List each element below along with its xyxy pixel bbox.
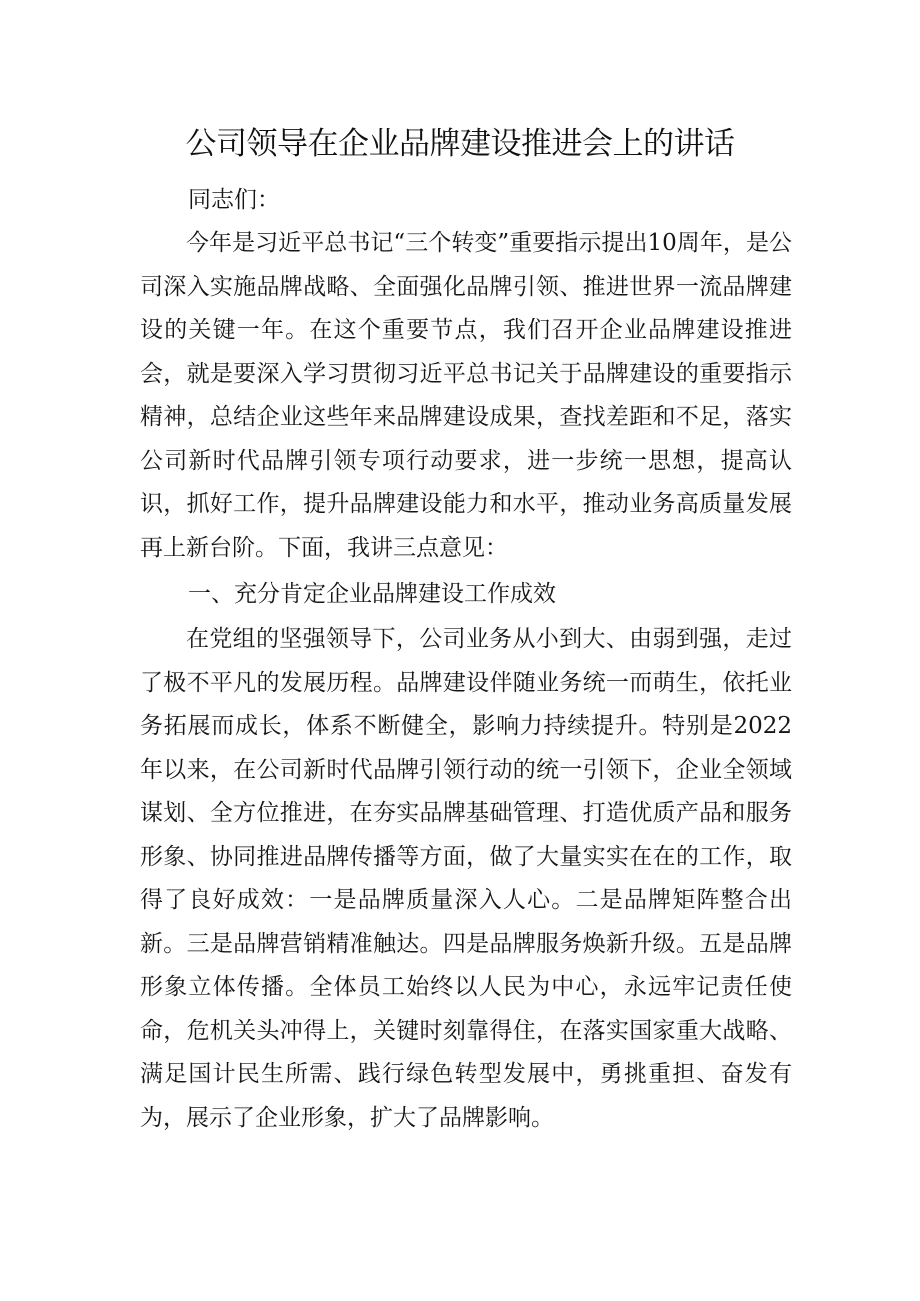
paragraph-intro: 今年是习近平总书记“三个转变”重要指示提出10周年，是公司深入实施品牌战略、全面强化品牌引领、推进世界一流品牌建设的关键一年。在这个重要节点，我们召开企业品牌建设推进会，就是要深入学习贯彻习近平总书记关于品牌建设的重要指示精神，总结企业这些年来品牌建设成果，查找差距和不足，落实公司新时代品牌引领专项行动要求，进一步统一思想，提高认识，抓好工作，提升品牌建设能力和水平，推动业务高质量发展再上新台阶。下面，我讲三点意见： <box>140 230 792 561</box>
salutation: 同志们： <box>188 187 280 213</box>
document-title: 公司领导在企业品牌建设推进会上的讲话 <box>185 126 735 162</box>
section-heading-1: 一、充分肯定企业品牌建设工作成效 <box>188 581 556 607</box>
paragraph-achievements: 在党组的坚强领导下，公司业务从小到大、由弱到强，走过了极不平凡的发展历程。品牌建设伴随业务统一而萌生，依托业务拓展而成长，体系不断健全，影响力持续提升。特别是2022年以来，在公司新时代品牌引领行动的统一引领下，企业全领域谋划、全方位推进，在夯实品牌基础管理、打造优质产品和服务形象、协同推进品牌传播等方面，做了大量实实在在的工作，取得了良好成效：一是品牌质量深入人心。二是品牌矩阵整合出新。三是品牌营销精准触达。四是品牌服务焕新升级。五是品牌形象立体传播。全体员工始终以人民为中心，永远牢记责任使命，危机关头冲得上，关键时刻靠得住，在落实国家重大战略、满足国计民生所需、践行绿色转型发展中，勇挑重担、奋发有为，展示了企业形象，扩大了品牌影响。 <box>140 626 792 1131</box>
